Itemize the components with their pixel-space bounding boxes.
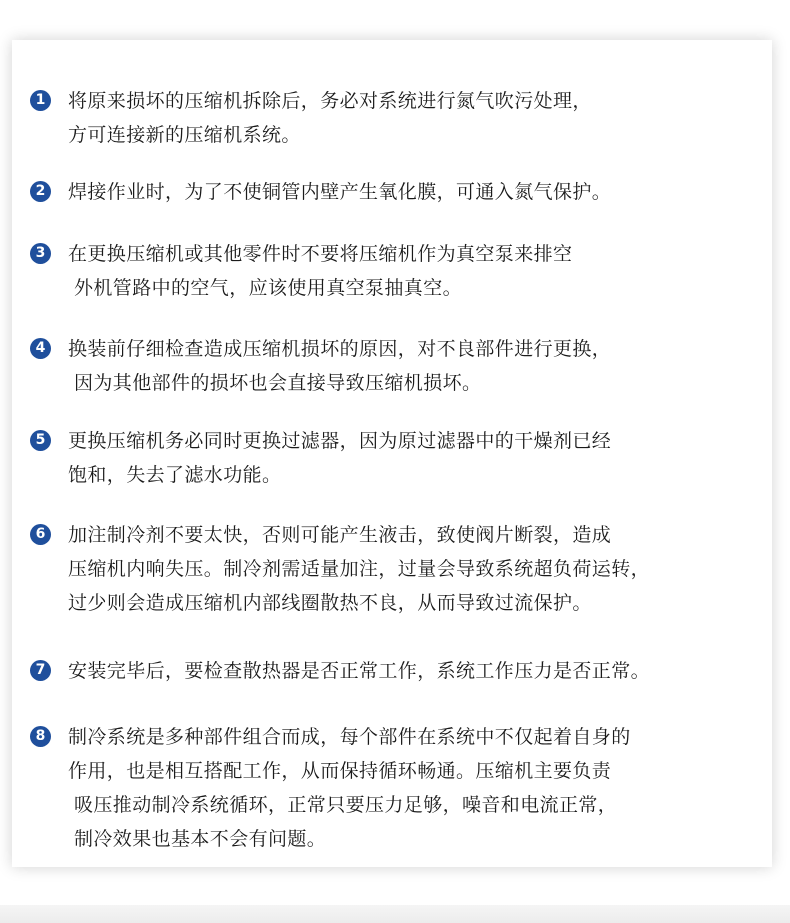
- number-badge-3: 3: [30, 243, 51, 264]
- item-4-line-2: 因为其他部件的损坏也会直接导致压缩机损坏。: [74, 372, 482, 394]
- top-band: [0, 0, 790, 40]
- notes-card: [12, 40, 772, 867]
- item-3-line-1: 在更换压缩机或其他零件时不要将压缩机作为真空泵来排空: [68, 243, 573, 265]
- item-4-line-1: 换装前仔细检查造成压缩机损坏的原因，对不良部件进行更换，: [68, 338, 612, 360]
- item-1-line-2: 方可连接新的压缩机系统。: [68, 124, 301, 146]
- number-badge-8: 8: [30, 726, 51, 747]
- item-5-line-2: 饱和，失去了滤水功能。: [68, 464, 282, 486]
- item-6-line-3: 过少则会造成压缩机内部线圈散热不良，从而导致过流保护。: [68, 592, 592, 614]
- item-8-line-1: 制冷系统是多种部件组合而成，每个部件在系统中不仅起着自身的: [68, 726, 631, 748]
- number-badge-7: 7: [30, 660, 51, 681]
- item-7-line-1: 安装完毕后，要检查散热器是否正常工作，系统工作压力是否正常。: [68, 660, 651, 682]
- item-5-line-1: 更换压缩机务必同时更换过滤器，因为原过滤器中的干燥剂已经: [68, 430, 612, 452]
- number-badge-1: 1: [30, 90, 51, 111]
- number-badge-4: 4: [30, 338, 51, 359]
- bottom-band: [0, 905, 790, 923]
- item-6-line-2: 压缩机内响失压。制冷剂需适量加注，过量会导致系统超负荷运转，: [68, 558, 651, 580]
- item-6-line-1: 加注制冷剂不要太快，否则可能产生液击，致使阀片断裂，造成: [68, 524, 612, 546]
- number-badge-2: 2: [30, 181, 51, 202]
- item-8-line-4: 制冷效果也基本不会有问题。: [74, 828, 327, 850]
- number-badge-6: 6: [30, 524, 51, 545]
- item-8-line-2: 作用，也是相互搭配工作，从而保持循环畅通。压缩机主要负责: [68, 760, 612, 782]
- item-1-line-1: 将原来损坏的压缩机拆除后，务必对系统进行氮气吹污处理，: [68, 90, 592, 112]
- number-badge-5: 5: [30, 430, 51, 451]
- item-8-line-3: 吸压推动制冷系统循环，正常只要压力足够，噪音和电流正常，: [74, 794, 618, 816]
- item-2-line-1: 焊接作业时，为了不使铜管内壁产生氧化膜，可通入氮气保护。: [68, 181, 612, 203]
- item-3-line-2: 外机管路中的空气，应该使用真空泵抽真空。: [74, 277, 463, 299]
